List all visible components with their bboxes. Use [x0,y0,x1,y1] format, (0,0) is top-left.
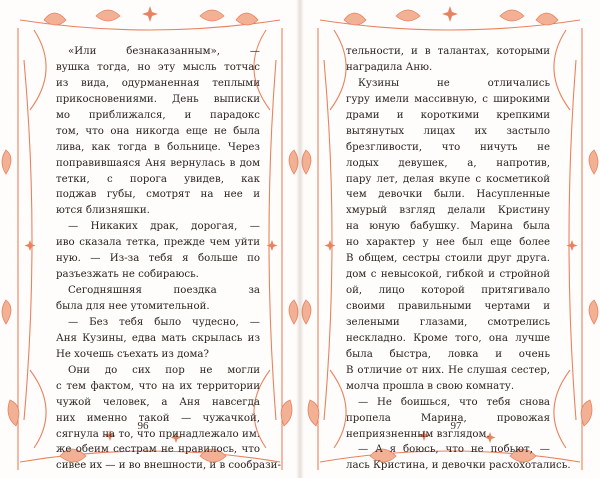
text-line: прикосновениями. День выписки [56,93,260,105]
text-line: своими правильными чертами и [346,301,550,312]
text-line: В общем, сестры стоили друг друга. [346,253,550,265]
text-line: — Без тебя было чудесно, — [68,316,260,328]
text-line: же обеим сестрам не нравилось, что [56,444,260,456]
text-line: гуру имели массивную, с широкими [346,93,550,105]
text-line: ой, лицо которой притягивало [346,285,550,297]
text-line: была для нее утомительной. [56,301,210,312]
text-line: лась Кристина, и девочки расхохотались. [346,460,571,472]
text-line: — Не боишься, что тебя снова [358,396,550,408]
book-gutter [296,0,304,478]
right-page [300,0,600,478]
text-line: но характер у нее был еще более [346,237,550,249]
text-line: них именно такой — чужачкой, [56,412,260,424]
text-line: неприязненным взглядом. [346,428,490,440]
text-line: дом с невысокой, гибкой и стройной [346,269,550,281]
text-line: на юную бабушку. Марина была [346,221,550,233]
text-line: лодых девушек, а, напротив, [346,157,550,169]
text-line: поджав губы, смотрят на нее и [56,189,260,201]
text-line: из вида, одурманенная теплыми [56,77,260,89]
text-line: Сегодняшняя поездка за [68,285,260,297]
text-line: пропела Марина, провожая [346,412,550,424]
text-line: вытянутых лицах их застыло [346,125,550,137]
text-line: с тем фактом, что на их территории [56,380,260,392]
page-number: 96 [137,420,149,432]
text-line: вушка тогда, но эту мысль тотчас [56,61,260,73]
text-line: нескладно. Кроме того, она лучше [346,332,550,344]
text-line: ную. — Из-за тебя я больше по [56,253,260,265]
text-line: том, что она никогда еще не была [56,125,260,137]
text-line: наградила Аню. [346,61,433,73]
text-line: — Никаких драк, дорогая, — [68,221,260,233]
right-page-text [346,44,571,474]
text-line: Не хочешь съехать из дома? [56,348,209,360]
text-line: брезгливости, что ничуть не [346,141,550,153]
text-line: Аня Кузины, едва мать скрылась из [56,332,260,344]
text-line: пару лет, делая вкупе с косметикой [346,173,550,185]
text-line: разъезжать не собираюсь. [56,269,199,281]
text-line: Они до сих пор не могли [68,364,260,376]
text-line: была быстра, ловка и очень [346,348,550,360]
text-line: «Или безнаказанным», — [68,46,260,57]
text-line: чем девочки были. Насупленные [346,189,550,201]
text-line: сивее их — и во внешности, и в сообрази- [56,460,281,472]
text-line: иво сказала тетка, прежде чем уйти [56,237,260,249]
text-line: тельности, и в талантах, которыми [346,46,550,57]
text-line: ются близняшки. [56,205,150,217]
text-line: поправившаяся Аня вернулась в дом [56,157,260,169]
text-line: тетки, с порога увидев, как [56,173,260,185]
text-line: мо приближался, и парадокс [56,109,260,121]
text-line: — А я боюсь, что не побьют, — [358,444,550,456]
text-line: чужой человек, а Аня навсегда [56,396,260,408]
text-line: лива, как тогда в больнице. Через [56,141,260,153]
page-number: 97 [450,420,462,432]
text-line: В отличие от них. Не слушая сестер, [346,364,550,376]
text-line: молча прошла в свою комнату. [346,380,515,392]
text-line: зелеными глазами, смотрелись [346,316,550,328]
text-line: драми и короткими крепкими [346,109,550,121]
left-page-text [56,44,281,474]
text-line: хмурый взгляд делали Кристину [346,205,550,217]
text-line: Кузины не отличались [358,77,550,89]
text-line: сягнула на то, что принадлежало им. [56,428,260,440]
